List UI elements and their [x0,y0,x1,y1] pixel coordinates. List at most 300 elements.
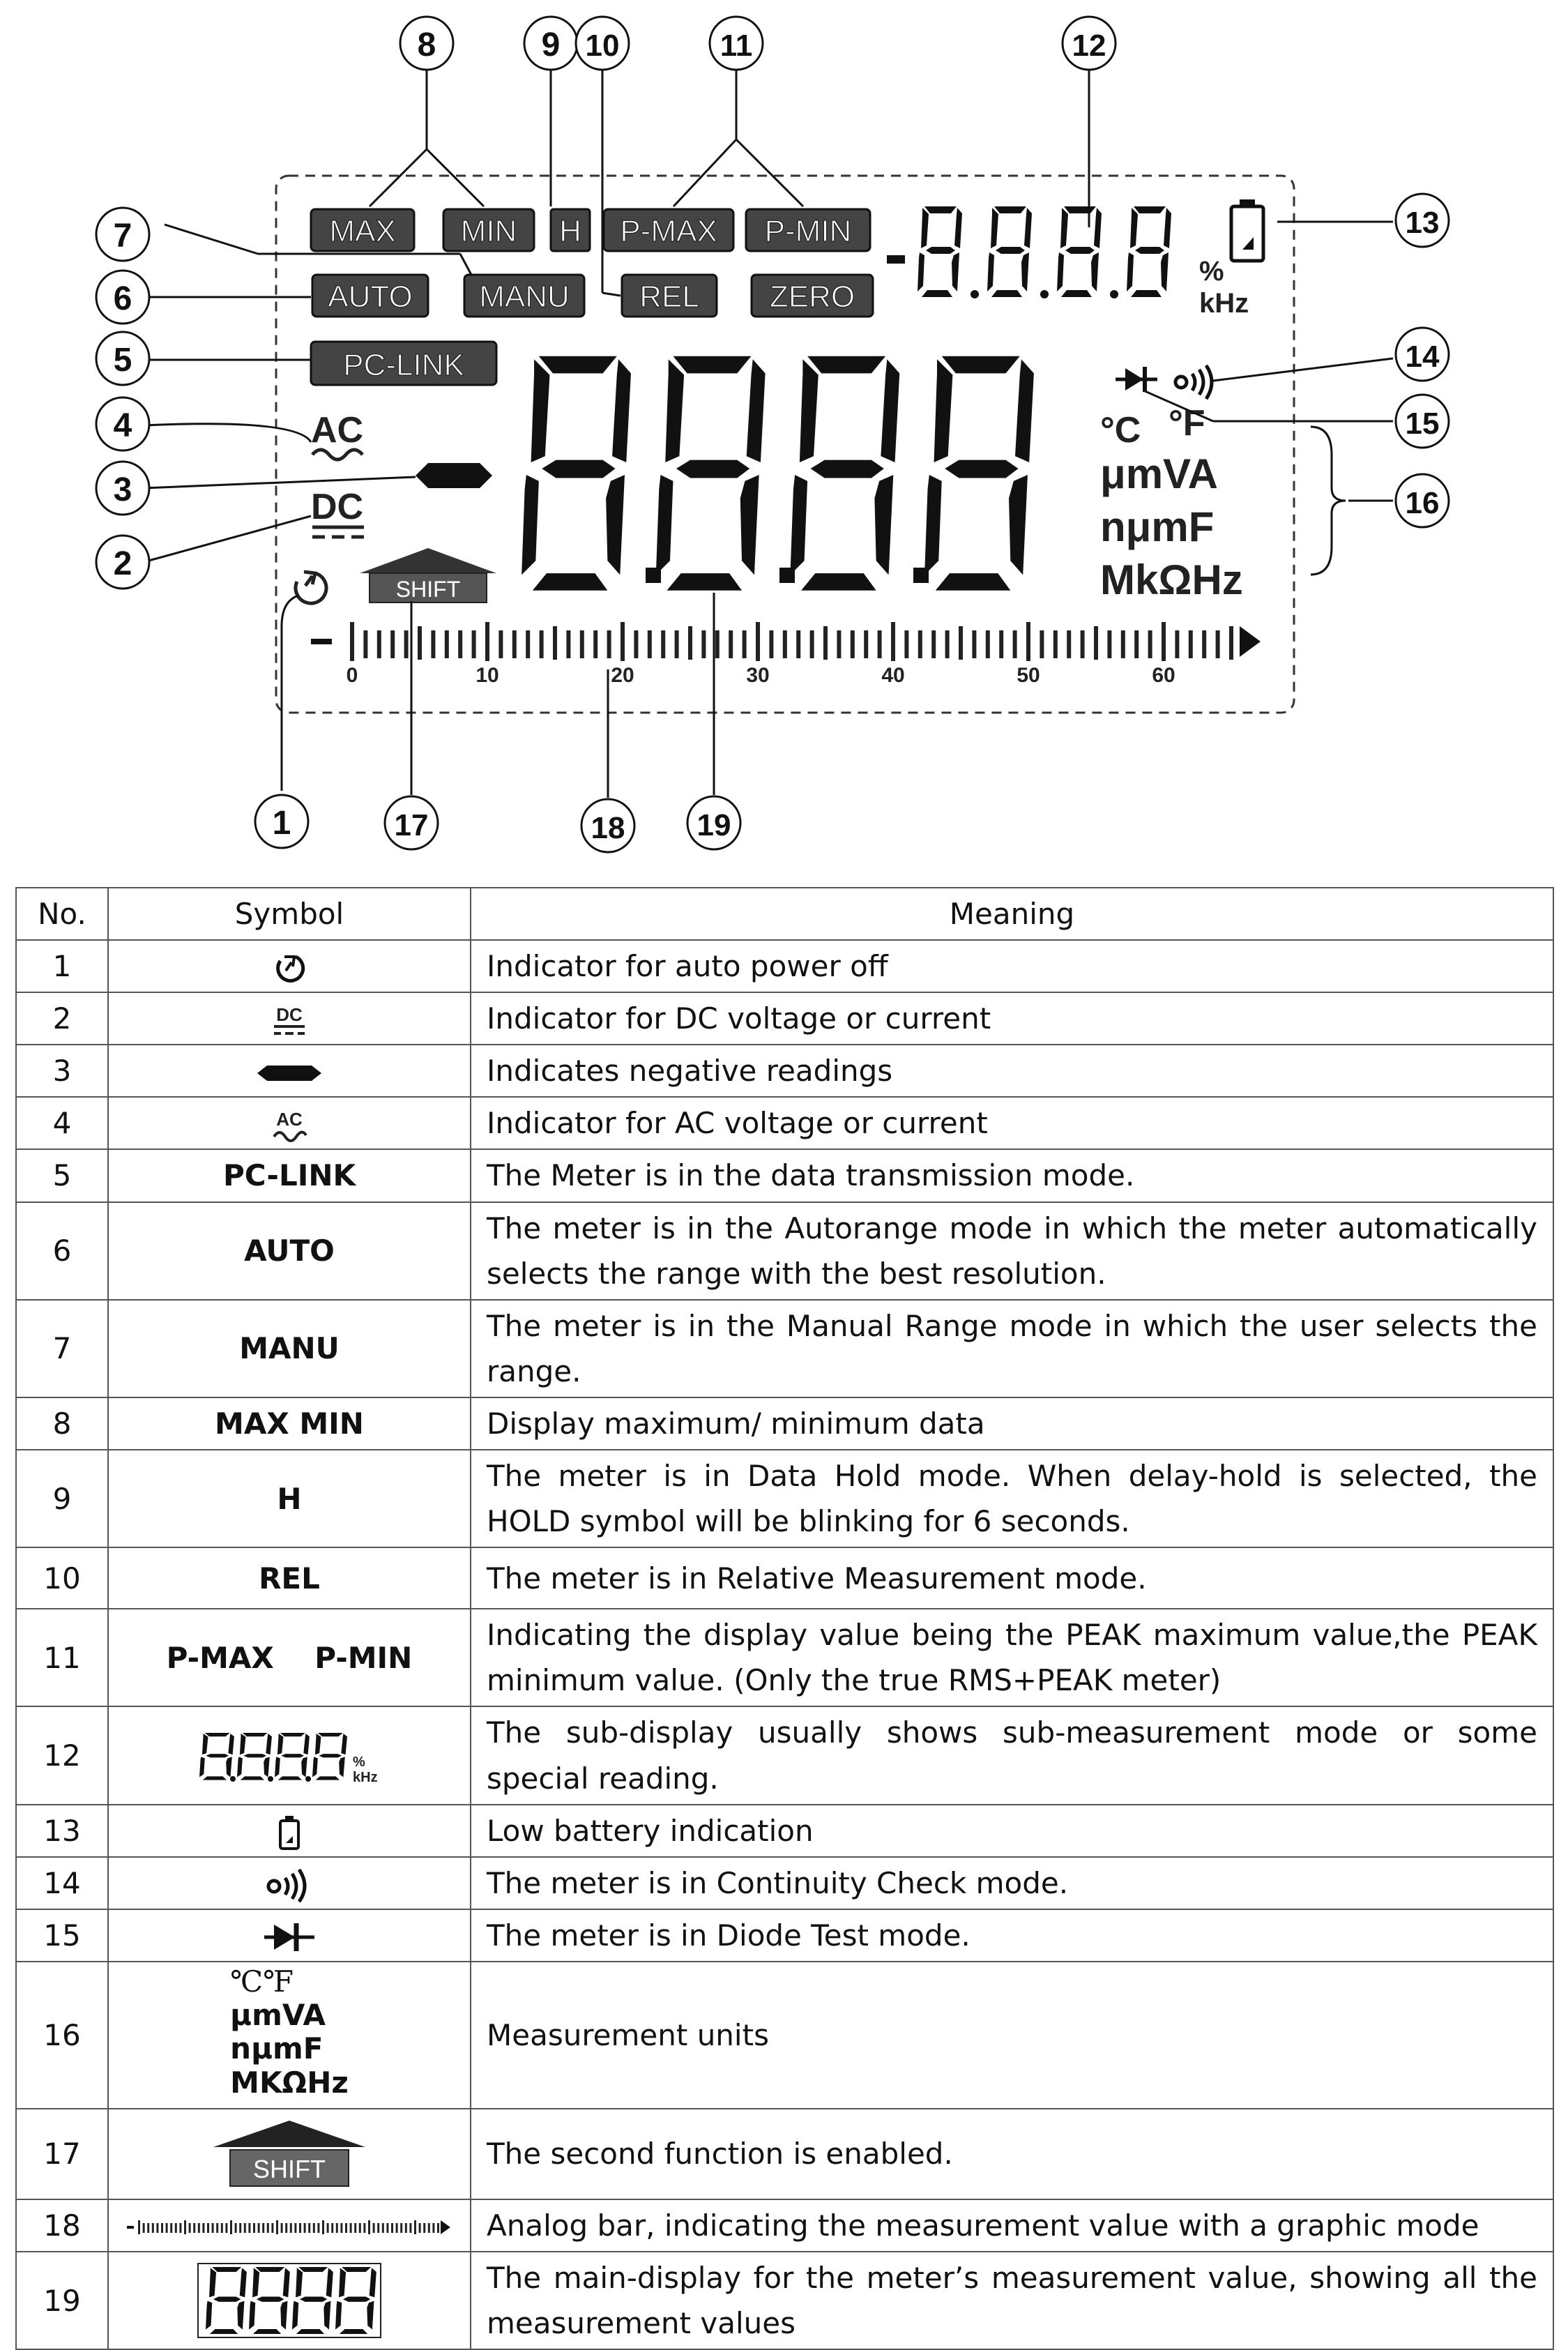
bar-segment [621,622,625,661]
shift-icon [209,2118,370,2190]
svg-text:DC: DC [311,487,364,527]
bar-tick-label: 50 [1017,664,1040,687]
bar-segment [1026,622,1030,661]
bar-segment [1067,630,1071,658]
ac-indicator [311,410,363,460]
bar-segment [1121,630,1125,658]
row-no: 9 [16,1450,108,1547]
bar-segment [756,622,760,661]
mini-bar-segment [409,2223,411,2233]
row-meaning: Indicating the display value being the PEAK maximum value,the PEAK minimum value. (Only the true RMS+PEAK meter) [471,1609,1553,1706]
mini-bar-segment [405,2223,407,2233]
bar-segment [540,630,544,658]
mini-bar-segment [400,2223,402,2233]
svg-text:AC: AC [276,1108,303,1130]
mini-bar-segment [207,2223,209,2233]
auto-power-off-icon [296,572,326,603]
bar-segment [1202,630,1206,658]
callout-16 [1396,474,1449,527]
bar-segment [729,630,733,658]
mini-bar-segment [267,2223,269,2233]
pmin-label [746,209,870,251]
mini-bar-segment [189,2223,191,2233]
svg-text:19: 19 [697,808,731,842]
row-no: 19 [16,2252,108,2349]
bar-segment [1189,630,1193,658]
mini-bar-segment [179,2223,181,2233]
svg-text:P-MAX: P-MAX [620,214,717,248]
row-no: 13 [16,1805,108,1857]
mini-bar-segment [336,2223,338,2233]
row-meaning: Indicates negative readings [471,1045,1553,1097]
svg-text:DC: DC [276,1003,303,1025]
bar-segment [472,630,476,658]
mini-bar-segment [419,2223,421,2233]
row-no: 5 [16,1149,108,1201]
row-no: 14 [16,1857,108,1909]
row-no: 11 [16,1609,108,1706]
auto-label [312,275,428,317]
mini-bar-segment [414,2220,416,2234]
row-meaning: The Meter is in the data transmission mode. [471,1149,1553,1201]
mini-bar-segment [317,2223,319,2233]
svg-text:MANU: MANU [479,280,570,314]
bar-segment [1162,622,1166,661]
bar-segment [904,630,908,658]
main-display-icon [197,2263,381,2338]
bar-segment [1081,630,1085,658]
mini-bar-segment [175,2223,177,2233]
mini-bar-segment [221,2223,223,2233]
row-symbol [108,940,471,992]
mini-bar-segment [230,2220,232,2234]
mini-bar-segment [248,2223,250,2233]
row-symbol [108,2199,471,2252]
svg-text:7: 7 [113,218,132,255]
callout-2 [96,536,149,589]
mini-bar-segment [363,2223,365,2233]
callout-17 [385,796,438,849]
table-row [16,940,1553,992]
mini-bar-segment [322,2220,324,2234]
sub-display-icon [195,1729,383,1783]
mini-bar-segment [281,2223,283,2233]
bar-segment [1107,630,1111,658]
row-meaning: The meter is in the Manual Range mode in which the user selects the range. [471,1300,1553,1397]
bar-segment [837,630,841,658]
mini-bar-segment [437,2223,439,2233]
bar-segment [648,630,652,658]
table-row [16,1706,1553,1804]
table-row [16,1397,1553,1450]
row-meaning: Indicator for auto power off [471,940,1553,992]
row-symbol: P-MAX P-MIN [108,1609,471,1706]
table-row [16,2252,1553,2349]
continuity-icon [266,1867,313,1903]
svg-text:15: 15 [1405,407,1440,441]
svg-text:14: 14 [1405,340,1440,374]
bar-segment [1094,626,1098,660]
mini-bar-segment [258,2223,260,2233]
row-symbol: H [108,1450,471,1547]
row-symbol [108,1909,471,1962]
mini-bar-segment [170,2223,172,2233]
bar-segment [1013,630,1017,658]
mini-bar-segment [198,2223,200,2233]
table-row [16,1609,1553,1706]
callout-14 [1396,328,1449,381]
sub-minus-sign [887,255,905,264]
row-meaning: The main-display for the meter’s measurement value, showing all the measurement values [471,2252,1553,2349]
bar-segment [864,630,868,658]
bar-segment [566,630,570,658]
row-symbol: PC-LINK [108,1149,471,1201]
bar-segment [526,630,530,658]
bar-segment [661,630,665,658]
sub-display [887,206,1171,298]
bar-segment [418,626,422,660]
units-line-2: nμmF [1100,503,1215,550]
svg-text:9: 9 [541,26,561,63]
callout-13 [1396,194,1449,247]
bar-tick-label: 30 [746,664,770,687]
units-line-3: MKΩHz [230,2065,349,2100]
manu-label [464,275,584,317]
bar-segment [593,630,597,658]
bar-segment [1229,626,1233,660]
row-no: 6 [16,1202,108,1300]
svg-text:18: 18 [591,811,625,845]
analog-bar [311,622,1261,661]
mini-bar-segment [299,2223,301,2233]
header-symbol: Symbol [108,888,471,940]
diode-icon [261,1920,317,1954]
row-meaning: Display maximum/ minimum data [471,1397,1553,1450]
svg-text:1: 1 [272,805,291,842]
svg-text:AUTO: AUTO [328,280,413,314]
callout-1 [255,795,308,848]
mini-bar-segment [345,2223,347,2233]
row-no: 12 [16,1706,108,1804]
callout-4 [96,397,149,450]
mini-bar-segment [239,2223,241,2233]
units-line-2: nμmF [230,2031,324,2066]
row-meaning: Measurement units [471,1962,1553,2109]
svg-text:12: 12 [1072,29,1106,63]
bar-segment [715,630,720,658]
bar-segment [634,630,638,658]
bar-segment [891,622,895,661]
table-header-row [16,888,1553,940]
row-symbol: AUTO [108,1202,471,1300]
bar-segment [851,630,855,658]
bar-tick-label: 40 [881,664,905,687]
mini-bar-segment [147,2223,149,2233]
mini-bar-segment [156,2223,158,2233]
mini-bar-segment [161,2223,163,2233]
row-no: 18 [16,2199,108,2252]
row-meaning: The meter is in Data Hold mode. When delay-hold is selected, the HOLD symbol will be blinking for 6 seconds. [471,1450,1553,1547]
row-meaning: Indicator for AC voltage or current [471,1097,1553,1149]
mini-bar-segment [216,2223,218,2233]
callout-12 [1063,17,1116,70]
mini-bar-segment [368,2220,370,2234]
row-symbol: MANU [108,1300,471,1397]
callout-8 [400,17,453,70]
dc-icon [270,1003,309,1039]
svg-text:PC-LINK: PC-LINK [343,348,464,382]
mini-bar-segment [253,2223,255,2233]
svg-text:REL: REL [639,280,699,314]
bar-segment [796,630,800,658]
low-battery-icon [1231,199,1263,261]
row-symbol [108,1857,471,1909]
bar-tick-label: 10 [475,664,499,687]
svg-text:H: H [559,214,581,248]
row-symbol [108,1805,471,1857]
bar-segment [783,630,787,658]
analog-bar-icon [125,2218,453,2237]
bar-segment [1216,630,1220,658]
continuity-icon [1175,365,1212,399]
svg-text:10: 10 [585,29,620,63]
svg-text:P-MIN: P-MIN [764,214,852,248]
mini-bar-segment [382,2223,384,2233]
table-row [16,1149,1553,1201]
mini-bar-segment [327,2223,329,2233]
mini-bar-segment [313,2223,315,2233]
svg-text:SHIFT: SHIFT [253,2154,326,2183]
table-row [16,992,1553,1045]
table-row [16,1547,1553,1609]
row-meaning: Low battery indication [471,1805,1553,1857]
bar-segment [1134,630,1139,658]
mini-bar-segment [262,2223,264,2233]
row-symbol [108,1045,471,1097]
negative-sign [416,463,492,488]
bar-segment [485,622,489,661]
shift-indicator [360,548,496,602]
mini-bar-segment [396,2223,398,2233]
symbol-legend-table [15,887,1554,2350]
main-display [522,356,1034,591]
mini-bar-segment [235,2223,237,2233]
temp-units: ℃℉ [230,1964,294,1999]
bar-segment [390,630,395,658]
svg-text:SHIFT: SHIFT [395,577,461,602]
row-no: 16 [16,1962,108,2109]
bar-segment [363,630,367,658]
auto-power-off-icon [272,953,307,985]
pc-link-label [311,342,496,385]
mini-bar-segment [331,2223,333,2233]
table-row [16,1045,1553,1097]
row-meaning: The second function is enabled. [471,2109,1553,2199]
bar-segment [931,630,936,658]
units-line-3: MkΩHz [1100,556,1243,603]
callout-6 [96,271,149,324]
mini-bar-segment [423,2223,425,2233]
callout-18 [581,799,634,852]
dc-indicator [311,487,364,537]
mini-bar-segment [386,2223,388,2233]
row-meaning: The meter is in Continuity Check mode. [471,1857,1553,1909]
bar-segment [1175,630,1179,658]
svg-text:%: % [353,1754,365,1770]
mini-bar-segment [391,2223,393,2233]
mini-bar-segment [359,2223,361,2233]
bar-segment [431,630,435,658]
row-no: 2 [16,992,108,1045]
bar-segment [404,630,409,658]
bar-tick-label: 60 [1152,664,1175,687]
bar-segment [580,630,584,658]
bar-segment [1148,630,1152,658]
svg-text:16: 16 [1405,486,1440,520]
header-meaning: Meaning [471,888,1553,940]
callout-9 [524,17,577,70]
analog-bar-ticks [347,664,1175,687]
bar-segment [878,630,882,658]
row-symbol [108,1097,471,1149]
mini-bar-segment [212,2223,214,2233]
row-no: 4 [16,1097,108,1149]
svg-text:kHz: kHz [353,1769,378,1783]
mini-bar-segment [143,2223,145,2233]
table-row [16,1962,1553,2109]
mini-bar-segment [340,2223,342,2233]
bar-segment [743,630,747,658]
mini-bar-segment [308,2223,310,2233]
svg-text:13: 13 [1405,206,1440,240]
bar-segment [1053,630,1058,658]
mini-bar-segment [377,2223,379,2233]
mini-bar-segment [432,2223,434,2233]
row-symbol: REL [108,1547,471,1609]
table-row [16,1909,1553,1962]
table-row [16,1450,1553,1547]
table-row [16,2109,1553,2199]
row-meaning: The meter is in the Autorange mode in which the meter automatically selects the range with the best resolution. [471,1202,1553,1300]
table-row [16,1805,1553,1857]
svg-text:3: 3 [113,471,132,508]
bar-tick-label: 0 [346,664,358,687]
bar-segment [607,630,611,658]
bar-segment [810,630,814,658]
mini-bar-segment [152,2223,154,2233]
row-no: 10 [16,1547,108,1609]
mini-bar-segment [166,2223,168,2233]
low-battery-icon [277,1814,301,1851]
row-symbol [108,2109,471,2199]
row-meaning: The sub-display usually shows sub-measurement mode or some special reading. [471,1706,1553,1804]
mini-bar-segment [138,2220,140,2234]
mini-bar-segment [354,2223,356,2233]
max-label [311,209,414,251]
svg-text:8: 8 [417,26,436,63]
mini-bar-segment [350,2223,352,2233]
callout-5 [96,332,149,385]
mini-bar-segment [428,2223,430,2233]
mini-bar-segment [276,2220,278,2234]
bar-segment [377,630,381,658]
pmax-label [604,209,733,251]
bar-segment [675,630,679,658]
mini-bar-segment [285,2223,287,2233]
callout-15 [1396,395,1449,448]
sub-percent-unit: % [1199,256,1224,287]
row-no: 3 [16,1045,108,1097]
bar-segment [959,626,963,660]
row-symbol [108,1706,471,1804]
table-row [16,1300,1553,1397]
hold-label [551,209,590,251]
mini-bar-segment [244,2223,246,2233]
negative-sign-icon [254,1063,324,1084]
units-line-1: μmVA [230,1998,326,2033]
bar-segment [553,626,557,660]
bar-tick-label: 20 [611,664,634,687]
celsius-unit: °C [1100,410,1141,450]
row-symbol [108,1962,471,2109]
svg-text:17: 17 [394,808,429,842]
callout-3 [96,462,149,515]
row-symbol [108,2252,471,2349]
zero-label [752,275,873,317]
table-row [16,1857,1553,1909]
callout-19 [687,796,740,849]
mini-bar-segment [193,2223,195,2233]
svg-text:5: 5 [113,342,132,379]
row-meaning: Indicator for DC voltage or current [471,992,1553,1045]
svg-text:AC: AC [311,410,364,450]
mini-bar-segment [271,2223,273,2233]
row-meaning: The meter is in Diode Test mode. [471,1909,1553,1962]
bar-segment [972,630,976,658]
bar-segment [498,630,503,658]
sub-khz-unit: kHz [1199,288,1249,319]
bar-segment [945,630,950,658]
row-no: 17 [16,2109,108,2199]
row-meaning: The meter is in Relative Measurement mode. [471,1547,1553,1609]
units-stack [230,1965,349,2100]
svg-text:2: 2 [113,545,132,582]
svg-text:4: 4 [113,407,132,444]
svg-text:ZERO: ZERO [769,280,855,314]
mini-bar-segment [225,2223,227,2233]
bar-segment [445,630,449,658]
row-no: 15 [16,1909,108,1962]
svg-text:11: 11 [720,29,753,63]
row-symbol [108,992,471,1045]
mini-bar-segment [304,2223,306,2233]
svg-text:MAX: MAX [329,214,396,248]
bar-segment [1040,630,1044,658]
table-row [16,1202,1553,1300]
diode-icon [1116,367,1157,392]
svg-text:MIN: MIN [460,214,517,248]
callout-11 [710,17,763,70]
units-line-1: μmVA [1100,450,1218,497]
row-no: 8 [16,1397,108,1450]
ac-icon [270,1107,309,1144]
row-no: 7 [16,1300,108,1397]
row-no: 1 [16,940,108,992]
bar-segment [823,626,828,660]
header-no: No. [16,888,108,940]
bar-segment [986,630,990,658]
fahrenheit-unit: °F [1169,403,1205,444]
